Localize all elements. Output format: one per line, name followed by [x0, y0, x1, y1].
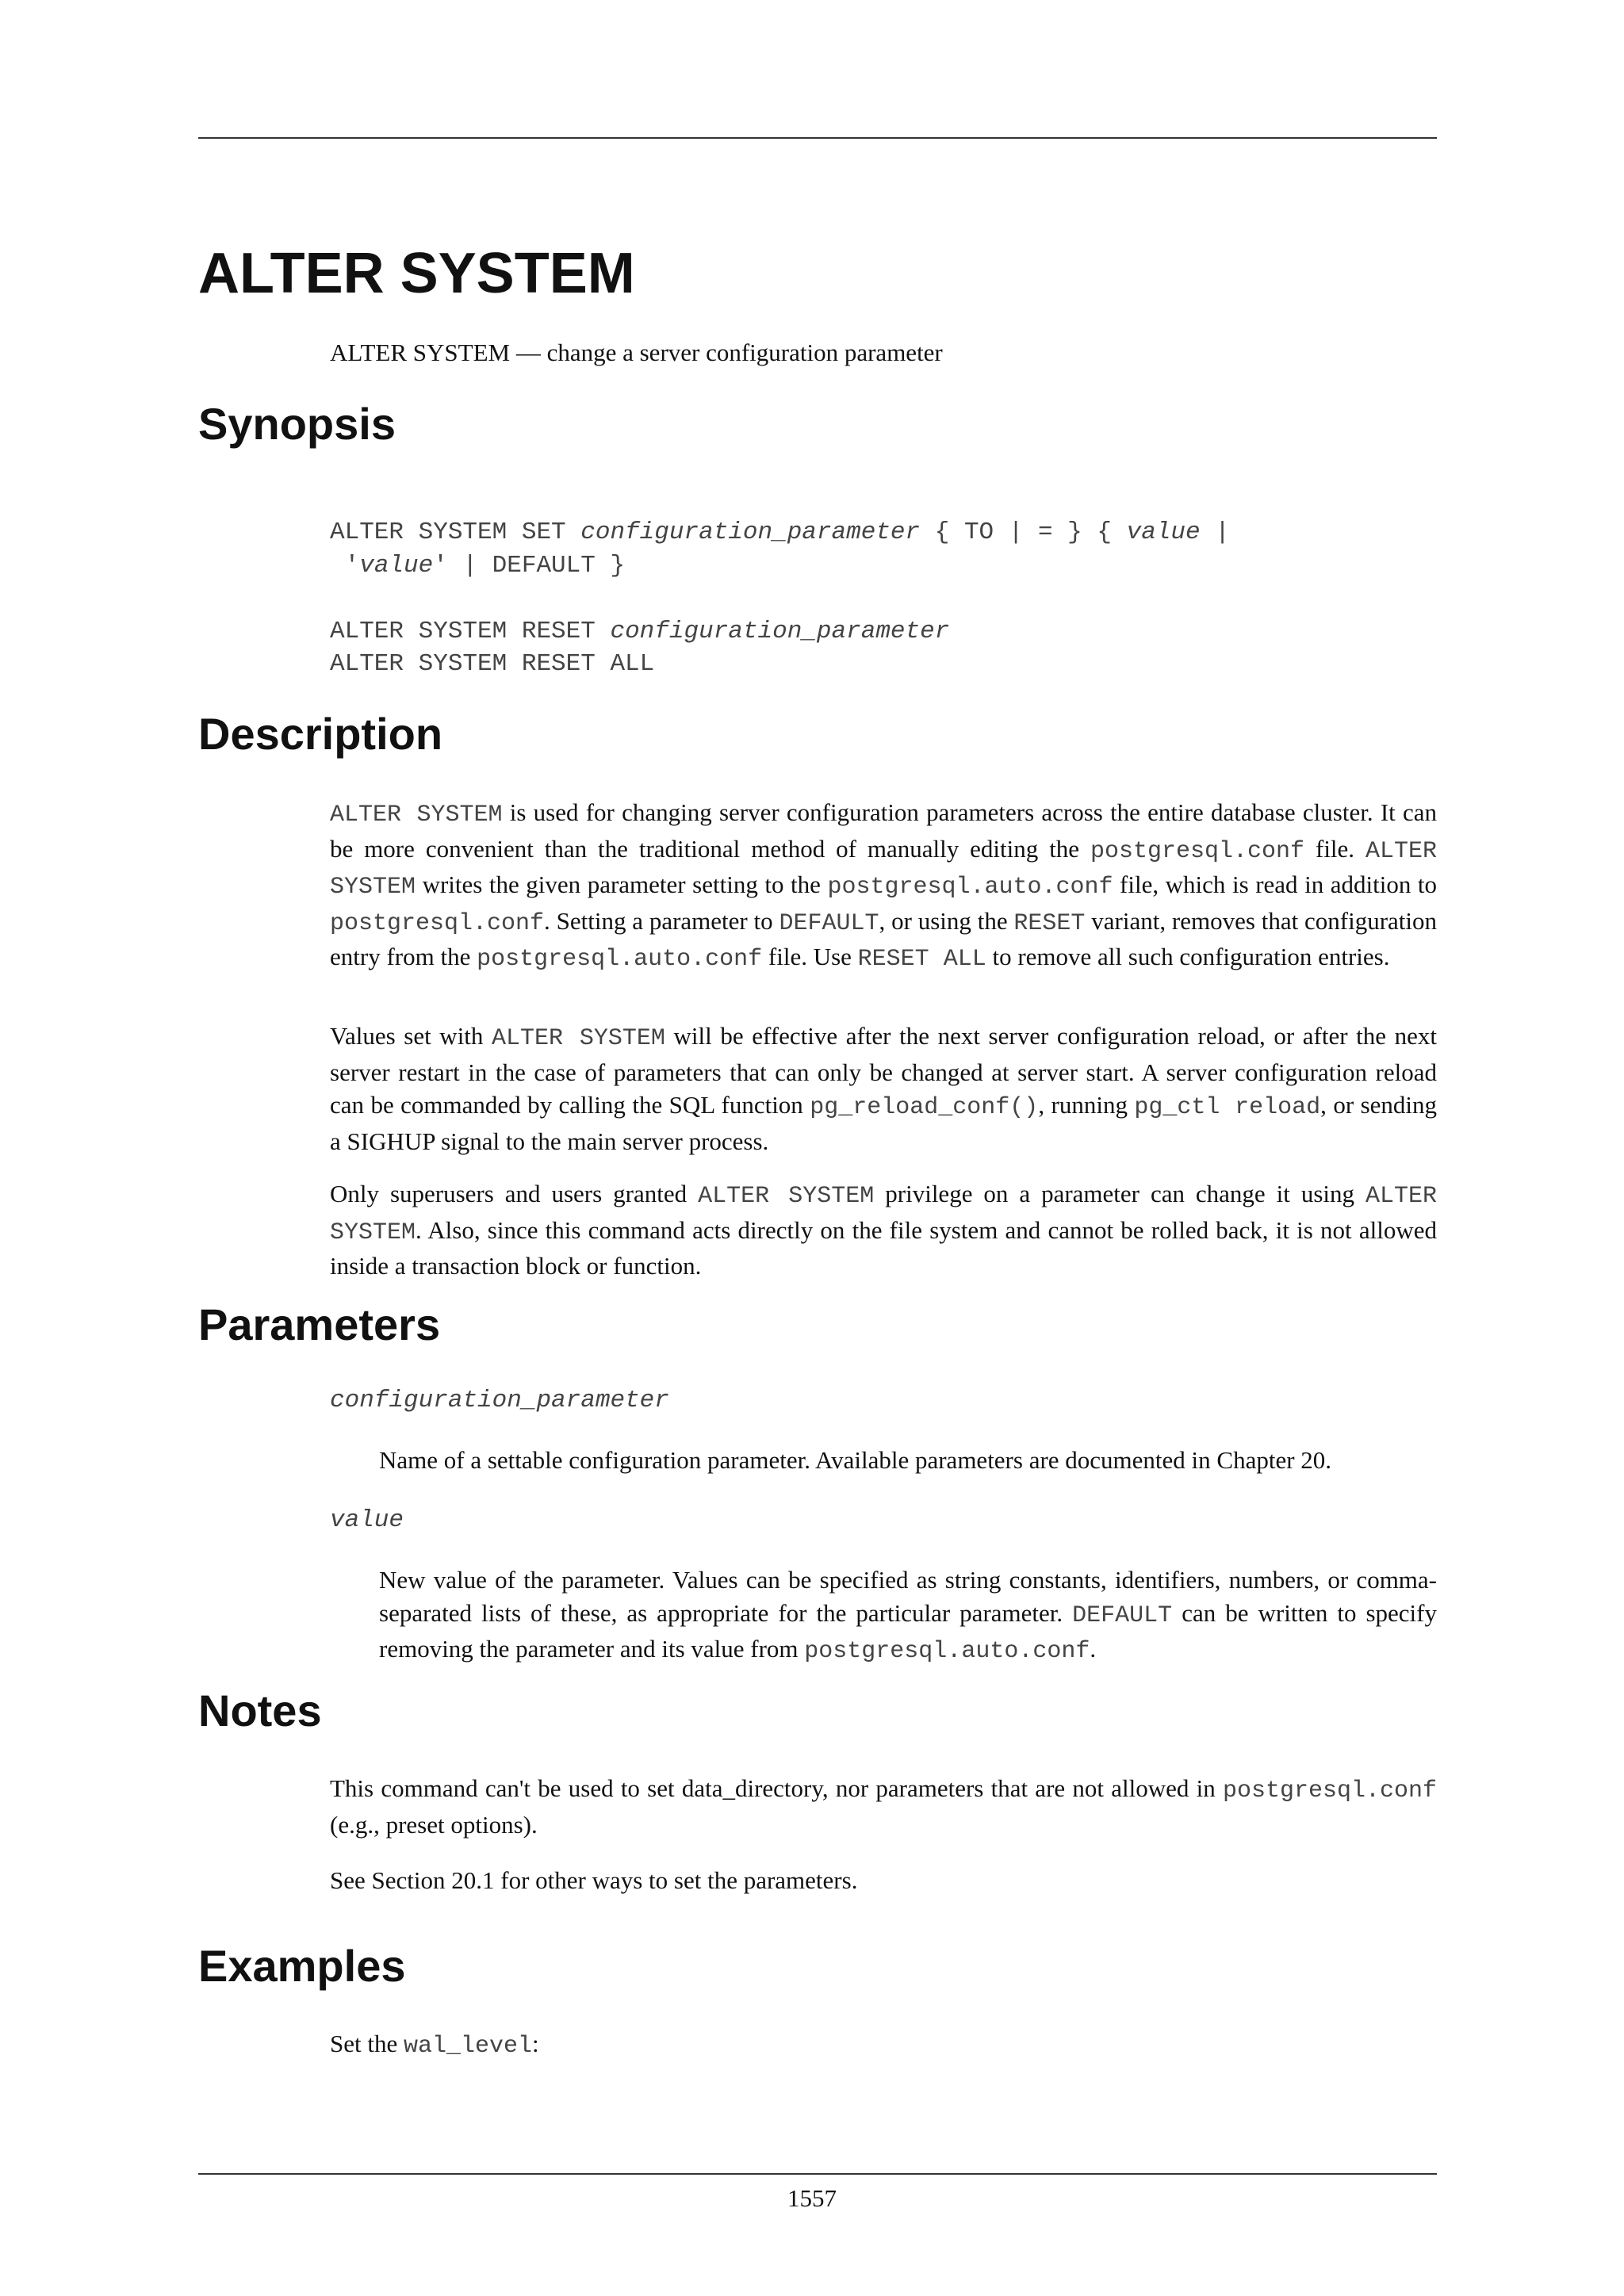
examples-heading: Examples: [198, 1941, 406, 1991]
description-paragraph-1: ALTER SYSTEM is used for changing server configuration parameters across the entire database cluster. It can be more convenient than the traditional method of manually editing the postgresql.conf file. ALTER SYSTEM writes the given parameter setting to the postgresql.auto.conf file, which is read in addition to postgresql.conf. Setting a parameter to DEFAULT, or using the RESET variant, removes that configuration entry from the postgresql.auto.conf file. Use RESET ALL to remove all such configuration entries.: [330, 798, 1438, 973]
footer-rule: [198, 2173, 1437, 2175]
parameter-definition-configuration-parameter: Name of a settable configuration parameter. Available parameters are documented in Chapter 20.: [379, 1446, 1332, 1474]
parameter-term-value: value: [330, 1506, 404, 1534]
synopsis-code: ALTER SYSTEM SET configuration_parameter { TO | = } { value | 'value' | DEFAULT } ALTER SYSTEM RESET configuration_parameter ALTER SYSTEM RESET ALL: [330, 519, 1230, 678]
parameter-definition-value: New value of the parameter. Values can be specified as string constants, identifiers, numbers, or comma-separated lists of these, as appropriate for the particular parameter. DEFAULT can be written to specify removing the parameter and its value from postgresql.auto.conf.: [379, 1566, 1437, 1665]
examples-paragraph-1: Set the wal_level:: [330, 2030, 539, 2060]
page-title: ALTER SYSTEM: [198, 242, 635, 305]
notes-paragraph-2: See Section 20.1 for other ways to set the parameters.: [330, 1866, 858, 1894]
description-paragraph-3: Only superusers and users granted ALTER SYSTEM privilege on a parameter can change it using ALTER SYSTEM. Also, since this command acts directly on the file system and cannot be rolled back, it is not allowed inside a transaction block or function.: [330, 1180, 1437, 1280]
notes-heading: Notes: [198, 1686, 322, 1735]
header-rule: [198, 137, 1437, 139]
parameter-term-configuration-parameter: configuration_parameter: [330, 1387, 669, 1414]
notes-paragraph-1: This command can't be used to set data_directory, nor parameters that are not allowed in postgresql.conf (e.g., preset options).: [330, 1774, 1437, 1839]
parameters-heading: Parameters: [198, 1299, 441, 1349]
page-number: 1557: [787, 2184, 837, 2212]
description-paragraph-2: Values set with ALTER SYSTEM will be effective after the next server configuration reload, or after the next server restart in the case of parameters that can only be changed at server start. A server configuration reload can be commanded by calling the SQL function pg_reload_conf(), running pg_ctl reload, or sending a SIGHUP signal to the main server process.: [330, 1022, 1438, 1155]
description-heading: Description: [198, 709, 443, 759]
refpurpose: ALTER SYSTEM — change a server configuration parameter: [330, 339, 943, 366]
synopsis-heading: Synopsis: [198, 399, 396, 449]
